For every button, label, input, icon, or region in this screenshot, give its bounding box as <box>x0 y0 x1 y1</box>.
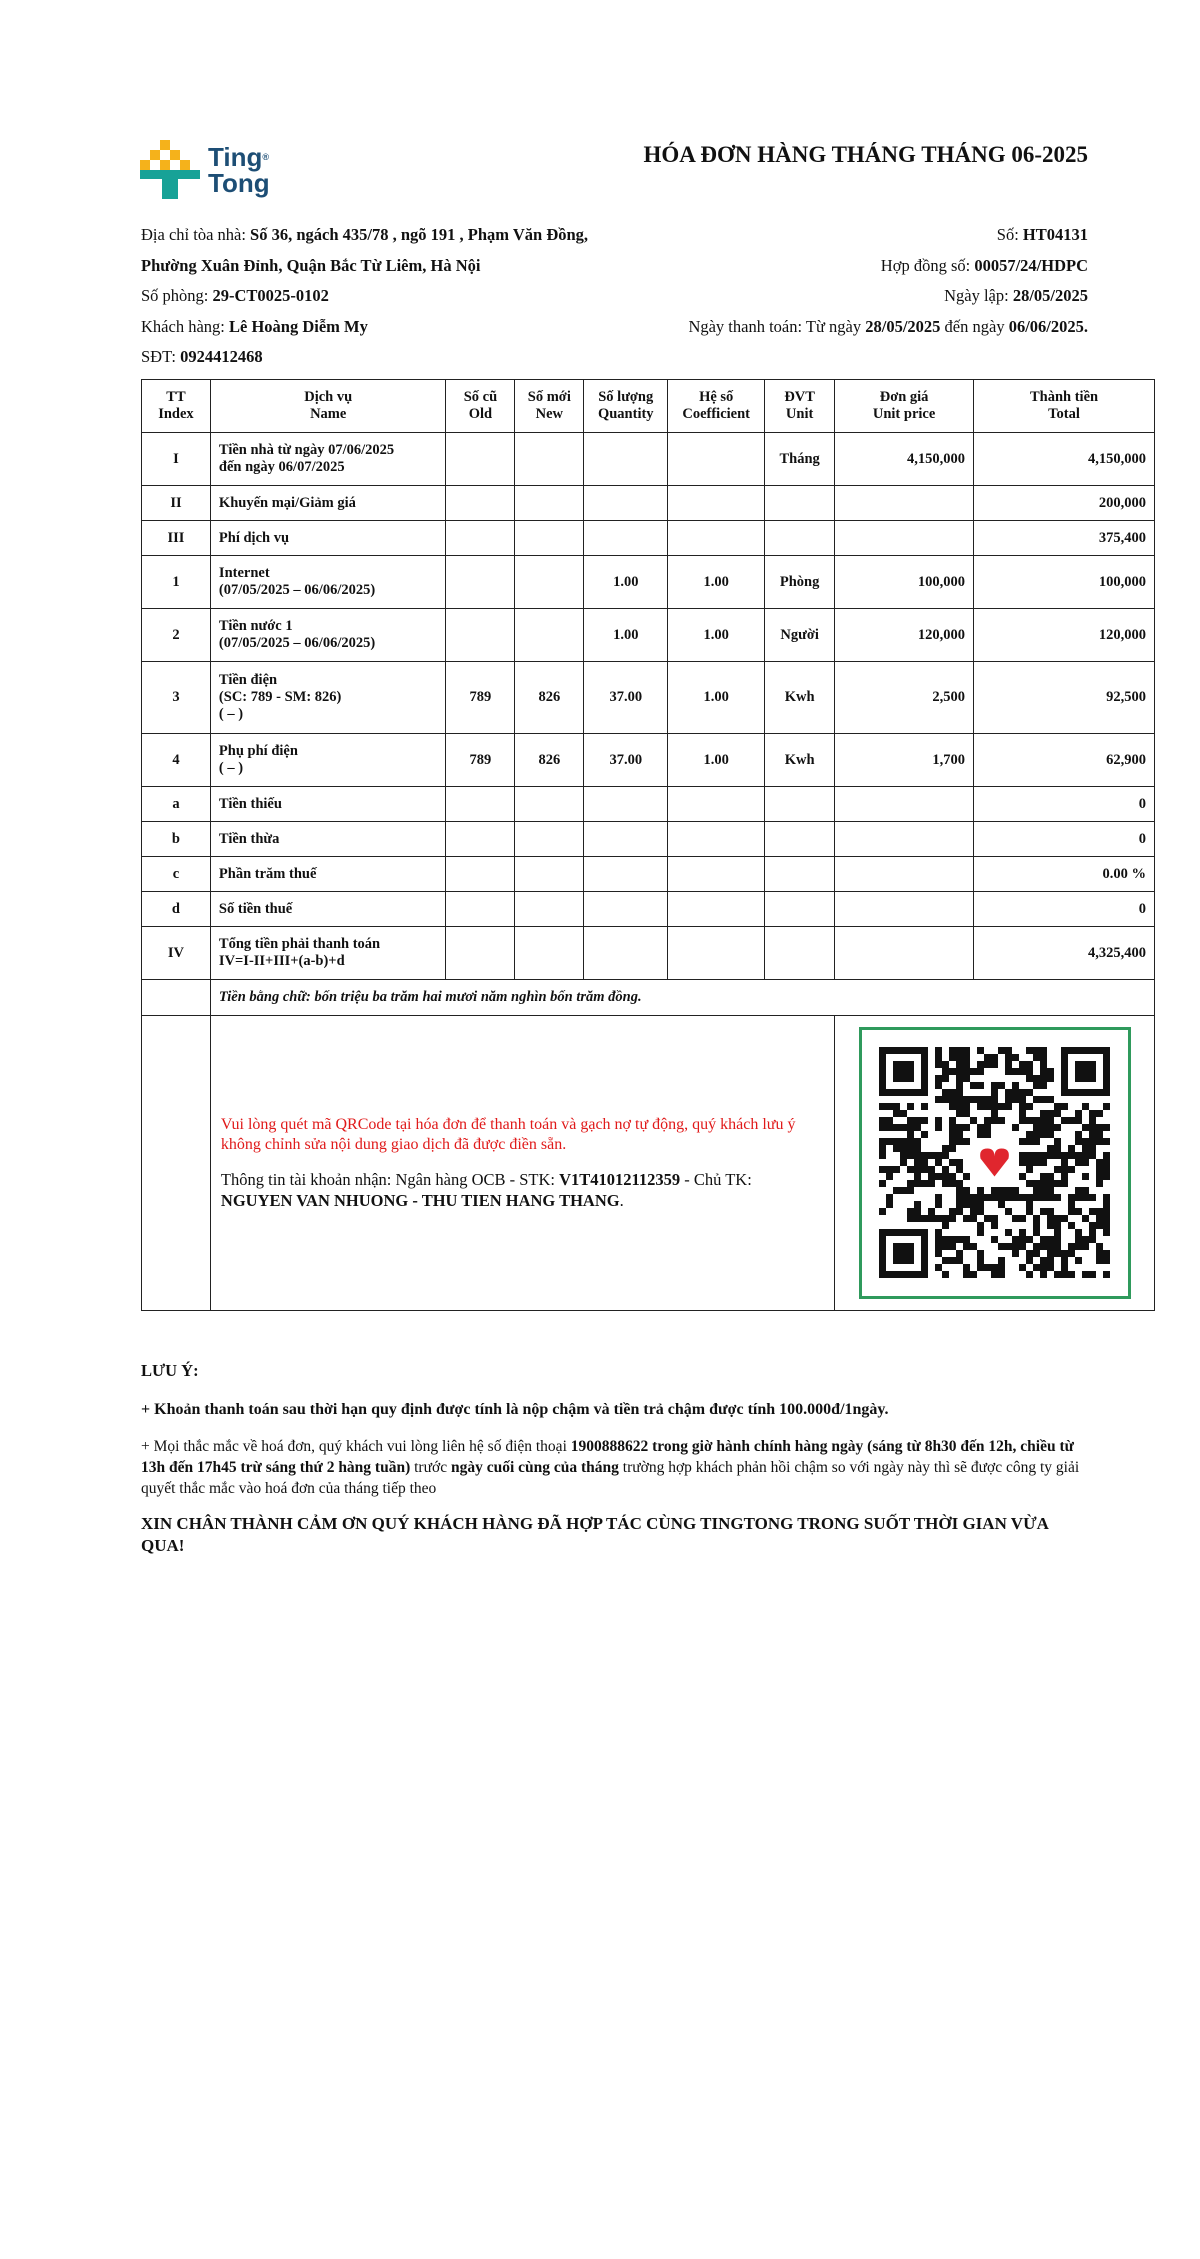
cell-new <box>515 609 584 662</box>
cell-new <box>515 556 584 609</box>
cell-price <box>835 857 974 892</box>
cell-idx: IV <box>142 927 211 980</box>
cell-coef: 1.00 <box>668 556 765 609</box>
cell-price <box>835 486 974 521</box>
invoice-title: HÓA ĐƠN HÀNG THÁNG THÁNG 06-2025 <box>643 142 1088 167</box>
cell-old: 789 <box>446 734 515 787</box>
cell-price <box>835 892 974 927</box>
column-header: Đơn giá Unit price <box>835 380 974 433</box>
cell-unit: Kwh <box>765 662 835 734</box>
cell-new <box>515 433 584 486</box>
table-row <box>142 609 1155 662</box>
column-header: TT Index <box>142 380 211 433</box>
cell-idx: I <box>142 433 211 486</box>
payment-qr-row <box>142 1016 1155 1311</box>
cell-coef: 1.00 <box>668 734 765 787</box>
invoice-number: Số: HT04131 <box>996 225 1088 244</box>
cell-price: 4,150,000 <box>835 433 974 486</box>
cell-old <box>446 857 515 892</box>
cell-unit <box>765 892 835 927</box>
cell-coef <box>668 927 765 980</box>
cell-old <box>446 892 515 927</box>
cell-total: 4,150,000 <box>974 433 1155 486</box>
table-row <box>142 662 1155 734</box>
cell-unit: Phòng <box>765 556 835 609</box>
amount-in-words: Tiền bằng chữ: bốn triệu ba trăm hai mươi năm nghìn bốn trăm đồng. <box>210 980 1154 1016</box>
column-header: Dịch vụ Name <box>210 380 446 433</box>
cell-new <box>515 822 584 857</box>
cell-new: 826 <box>515 662 584 734</box>
cell-name: Internet (07/05/2025 – 06/06/2025) <box>210 556 446 609</box>
table-row <box>142 433 1155 486</box>
bank-account-info: Thông tin tài khoản nhận: Ngân hàng OCB - STK: V1T41012112359 - Chủ TK: NGUYEN VAN NHUONG - THU TIEN HANG THANG. <box>220 1170 752 1210</box>
cell-old <box>446 556 515 609</box>
customer-name: Khách hàng: Lê Hoàng Diễm My <box>141 317 368 336</box>
issue-date: Ngày lập: 28/05/2025 <box>944 286 1088 305</box>
cell-unit: Kwh <box>765 734 835 787</box>
column-header: Số mới New <box>515 380 584 433</box>
column-header: Hệ số Coefficient <box>668 380 765 433</box>
cell-qty <box>584 433 668 486</box>
customer-phone: SĐT: 0924412468 <box>141 347 263 366</box>
cell-price <box>835 927 974 980</box>
cell-idx: 4 <box>142 734 211 787</box>
cell-unit: Tháng <box>765 433 835 486</box>
table-header-row <box>142 380 1155 433</box>
cell-coef <box>668 521 765 556</box>
payment-period: Ngày thanh toán: Từ ngày 28/05/2025 đến ngày 06/06/2025. <box>688 317 1088 336</box>
table-row <box>142 927 1155 980</box>
cell-price: 100,000 <box>835 556 974 609</box>
cell-total: 92,500 <box>974 662 1155 734</box>
room-number: Số phòng: 29-CT0025-0102 <box>141 286 329 305</box>
cell-total: 120,000 <box>974 609 1155 662</box>
late-payment-note: + Khoản thanh toán sau thời hạn quy định được tính là nộp chậm và tiền trả chậm được tính 100.000đ/1ngày. <box>141 1401 889 1418</box>
cell-old <box>446 486 515 521</box>
cell-unit: Người <box>765 609 835 662</box>
tingtong-logo-mark <box>140 140 202 200</box>
cell-total: 0 <box>974 892 1155 927</box>
cell-price <box>835 521 974 556</box>
cell-coef <box>668 787 765 822</box>
cell-old <box>446 433 515 486</box>
cell-name: Khuyến mại/Giảm giá <box>210 486 446 521</box>
cell-qty <box>584 787 668 822</box>
cell-name: Số tiền thuế <box>210 892 446 927</box>
cell-unit <box>765 787 835 822</box>
cell-name: Tiền nước 1 (07/05/2025 – 06/06/2025) <box>210 609 446 662</box>
qr-cell <box>835 1016 1155 1311</box>
cell-old <box>446 609 515 662</box>
cell-price <box>835 787 974 822</box>
cell-coef <box>668 486 765 521</box>
contact-note: + Mọi thắc mắc về hoá đơn, quý khách vui lòng liên hệ số điện thoại 1900888622 trong giờ hành chính hàng ngày (sáng từ 8h30 đến 12h, chiều từ 13h đến 17h45 trừ sáng thứ 2 hàng tuần) trước ngày cuối cùng của tháng trường hợp khách phản hồi chậm so với ngày này thì sẽ được công ty giải quyết thắc mắc vào hoá đơn của tháng tiếp theo <box>141 1438 1080 1497</box>
cell-qty <box>584 822 668 857</box>
contract-number: Hợp đồng số: 00057/24/HDPC <box>880 256 1088 275</box>
cell-total: 0 <box>974 787 1155 822</box>
cell-total: 62,900 <box>974 734 1155 787</box>
cell-old <box>446 927 515 980</box>
notes-heading: LƯU Ý: <box>141 1361 199 1380</box>
cell-idx: d <box>142 892 211 927</box>
cell-idx: 3 <box>142 662 211 734</box>
table-row <box>142 892 1155 927</box>
cell-unit <box>765 822 835 857</box>
cell-idx: 2 <box>142 609 211 662</box>
cell-unit <box>765 521 835 556</box>
cell-coef <box>668 822 765 857</box>
cell-qty: 1.00 <box>584 556 668 609</box>
invoice-table <box>141 379 1155 1311</box>
cell-idx: a <box>142 787 211 822</box>
cell-new <box>515 857 584 892</box>
cell-idx: c <box>142 857 211 892</box>
tingtong-logo <box>140 140 280 200</box>
cell-old <box>446 787 515 822</box>
cell-name: Tổng tiền phải thanh toán IV=I-II+III+(a-b)+d <box>210 927 446 980</box>
table-row <box>142 734 1155 787</box>
table-row <box>142 857 1155 892</box>
invoice-notes <box>141 1360 1081 1571</box>
thank-you-message: XIN CHÂN THÀNH CẢM ƠN QUÝ KHÁCH HÀNG ĐÃ HỢP TÁC CÙNG TINGTONG TRONG SUỐT THỜI GIAN VỪA QUA! <box>141 1514 1048 1555</box>
cell-qty: 37.00 <box>584 662 668 734</box>
cell-price: 2,500 <box>835 662 974 734</box>
table-row <box>142 787 1155 822</box>
table-row <box>142 486 1155 521</box>
cell-name: Tiền nhà từ ngày 07/06/2025 đến ngày 06/07/2025 <box>210 433 446 486</box>
cell-new <box>515 521 584 556</box>
address-line-2: Phường Xuân Đỉnh, Quận Bắc Từ Liêm, Hà Nội <box>141 256 481 275</box>
cell-coef: 1.00 <box>668 662 765 734</box>
cell-total: 0 <box>974 822 1155 857</box>
cell-idx: 1 <box>142 556 211 609</box>
cell-unit <box>765 486 835 521</box>
cell-qty <box>584 857 668 892</box>
cell-new: 826 <box>515 734 584 787</box>
cell-qty <box>584 486 668 521</box>
cell-old: 789 <box>446 662 515 734</box>
payment-instructions <box>210 1016 834 1311</box>
cell-old <box>446 521 515 556</box>
cell-unit <box>765 857 835 892</box>
cell-name: Phụ phí điện ( – ) <box>210 734 446 787</box>
cell-total: 4,325,400 <box>974 927 1155 980</box>
qr-code-image <box>862 1030 1128 1296</box>
cell-idx: b <box>142 822 211 857</box>
cell-price: 120,000 <box>835 609 974 662</box>
address-line-1: Địa chỉ tòa nhà: Số 36, ngách 435/78 , ngõ 191 , Phạm Văn Đồng, <box>141 225 589 244</box>
column-header: Thành tiền Total <box>974 380 1155 433</box>
cell-name: Tiền thừa <box>210 822 446 857</box>
cell-price <box>835 822 974 857</box>
cell-unit <box>765 927 835 980</box>
qr-payment-note: Vui lòng quét mã QRCode tại hóa đơn để thanh toán và gạch nợ tự động, quý khách lưu ý không chỉnh sửa nội dung giao dịch đã được điền sẵn. <box>220 1116 796 1153</box>
cell-total: 375,400 <box>974 521 1155 556</box>
cell-qty <box>584 892 668 927</box>
cell-price: 1,700 <box>835 734 974 787</box>
column-header: Số cũ Old <box>446 380 515 433</box>
column-header: Số lượng Quantity <box>584 380 668 433</box>
cell-coef <box>668 857 765 892</box>
cell-total: 200,000 <box>974 486 1155 521</box>
amount-in-words-row <box>142 980 1155 1016</box>
cell-total: 100,000 <box>974 556 1155 609</box>
cell-new <box>515 892 584 927</box>
cell-total: 0.00 % <box>974 857 1155 892</box>
column-header: ĐVT Unit <box>765 380 835 433</box>
table-row <box>142 556 1155 609</box>
cell-new <box>515 486 584 521</box>
cell-qty: 1.00 <box>584 609 668 662</box>
cell-idx: II <box>142 486 211 521</box>
cell-coef: 1.00 <box>668 609 765 662</box>
cell-name: Tiền điện (SC: 789 - SM: 826) ( – ) <box>210 662 446 734</box>
cell-new <box>515 927 584 980</box>
cell-qty <box>584 521 668 556</box>
table-row <box>142 822 1155 857</box>
cell-name: Phí dịch vụ <box>210 521 446 556</box>
payment-qr-code[interactable] <box>859 1027 1131 1299</box>
cell-old <box>446 822 515 857</box>
cell-new <box>515 787 584 822</box>
cell-coef <box>668 892 765 927</box>
cell-idx: III <box>142 521 211 556</box>
cell-name: Phần trăm thuế <box>210 857 446 892</box>
cell-qty <box>584 927 668 980</box>
table-row <box>142 521 1155 556</box>
cell-qty: 37.00 <box>584 734 668 787</box>
cell-coef <box>668 433 765 486</box>
logo-wordmark: Ting® Tong <box>208 142 270 198</box>
cell-name: Tiền thiếu <box>210 787 446 822</box>
